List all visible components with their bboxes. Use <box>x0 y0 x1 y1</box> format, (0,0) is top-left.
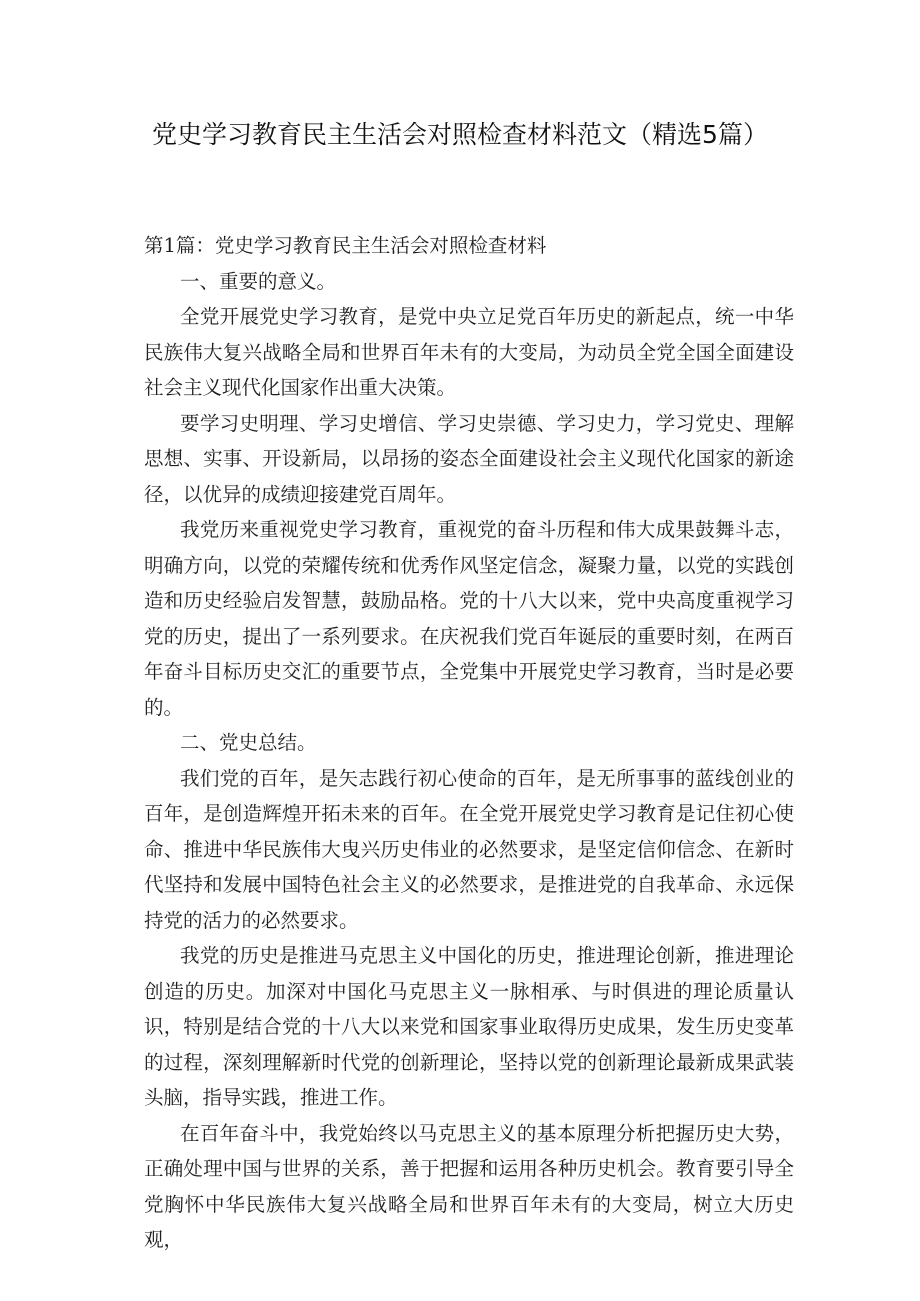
paragraph: 我党历来重视党史学习教育，重视党的奋斗历程和伟大成果鼓舞斗志，明确方向，以党的荣耀传统和优秀作风坚定信念，凝聚力量，以党的实践创造和历史经验启发智慧，鼓励品格。党的十八大以来，党中央高度重视学习党的历史，提出了一系列要求。在庆祝我们党百年诞辰的重要时刻，在两百年奋斗目标历史交汇的重要节点，全党集中开展党史学习教育，当时是必要的。 <box>144 518 794 719</box>
section-heading: 一、重要的意义。 <box>180 269 337 293</box>
paragraph: 我们党的百年，是矢志践行初心使命的百年，是无所事事的蓝线创业的百年，是创造辉煌开拓未来的百年。在全党开展党史学习教育是记住初心使命、推进中华民族伟大曳兴历史伟业的必然要求，是坚定信仰信念、在新时代坚持和发展中国特色社会主义的必然要求，是推进党的自我革命、永远保持党的活力的必然要求。 <box>144 766 794 932</box>
section-heading: 二、党史总结。 <box>180 731 317 754</box>
paragraph: 在百年奋斗中，我党始终以马克思主义的基本原理分析把握历史大势，正确处理中国与世界的关系，善于把握和运用各种历史机会。教育要引导全党胸怀中华民族伟大复兴战略全局和世界百年未有的大变局，树立大历史观， <box>144 1121 794 1251</box>
chapter-heading: 第1篇：党史学习教育民主生活会对照检查材料 <box>144 234 547 257</box>
paragraph: 我党的历史是推进马克思主义中国化的历史，推进理论创新，推进理论创造的历史。加深对中国化马克思主义一脉相承、与时俱进的理论质量认识，特别是结合党的十八大以来党和国家事业取得历史成果，发生历史变革的过程，深刻理解新时代党的创新理论，坚持以党的创新理论最新成果武装头脑，指导实践，推进工作。 <box>144 944 794 1109</box>
document-title: 党史学习教育民主生活会对照检查材料范文（精选5篇） <box>152 120 768 149</box>
paragraph: 全党开展党史学习教育，是党中央立足党百年历史的新起点，统一中华民族伟大复兴战略全局和世界百年未有的大变局，为动员全党全国全面建设社会主义现代化国家作出重大决策。 <box>144 305 794 399</box>
document-body <box>144 228 794 1258</box>
paragraph: 要学习史明理、学习史增信、学习史崇德、学习史力，学习党史、理解思想、实事、开设新局，以昂扬的姿态全面建设社会主义现代化国家的新途径，以优异的成绩迎接建党百周年。 <box>144 411 794 506</box>
